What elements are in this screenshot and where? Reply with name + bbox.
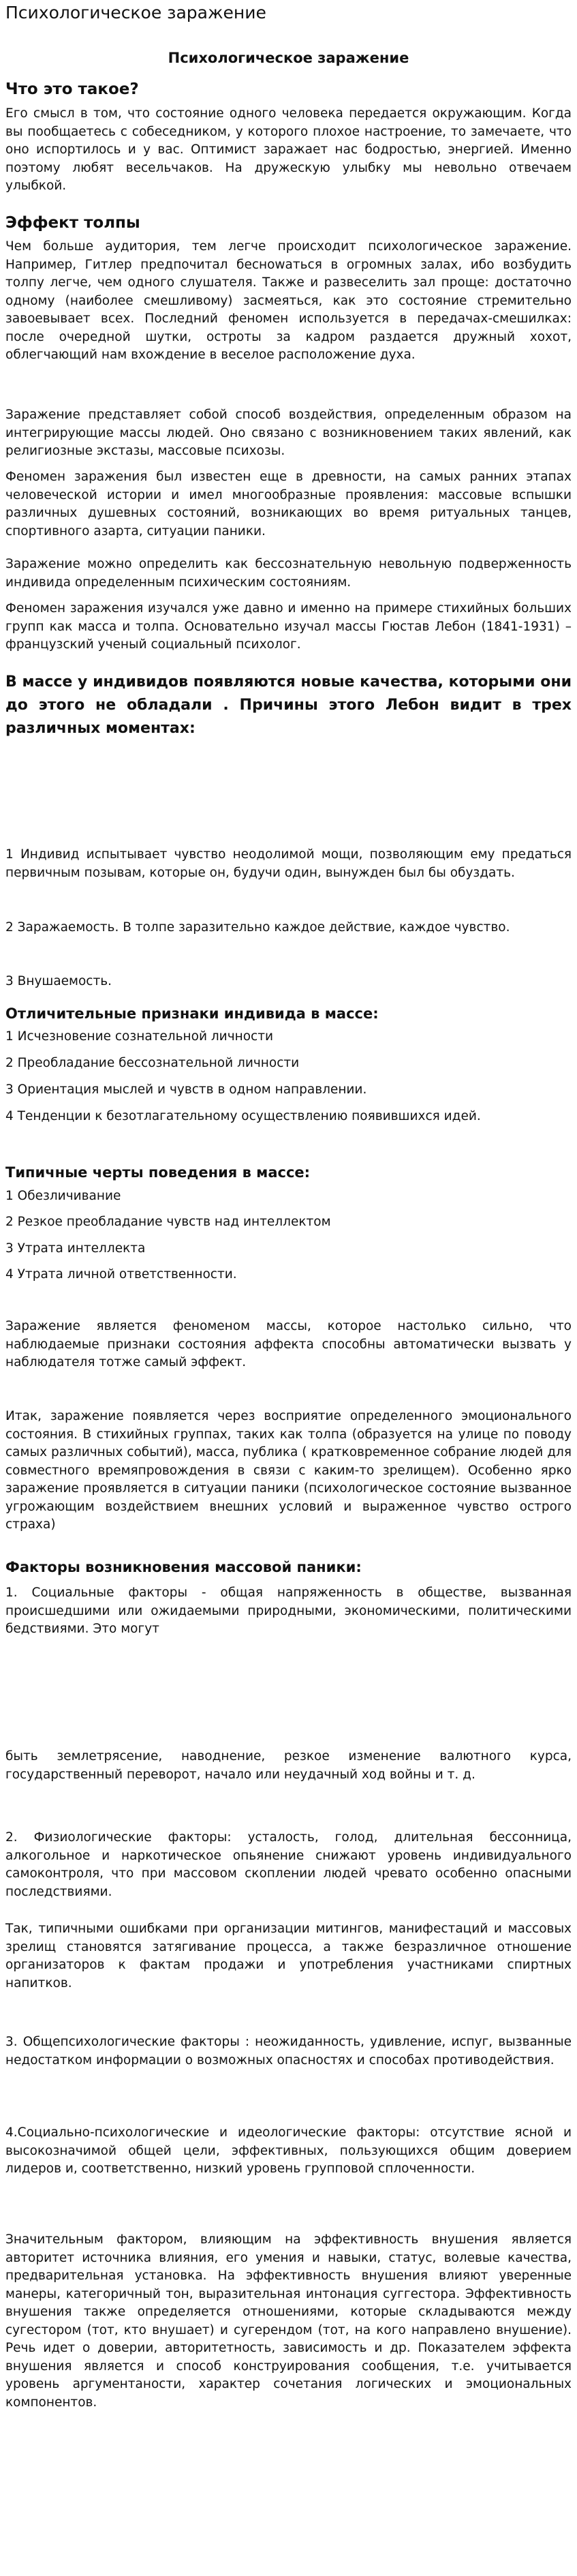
distinct-item-1: 1 Исчезновение сознательной личности [5, 1029, 274, 1044]
paragraph-what: Его смысл в том, что состояние одного человека передается окружающим. Когда вы пообщаетесь с собеседником, у которого плохое настроение, то замечаете, что оно испортилось и у вас. Оптимист заражает нас бодростью, энергией. Именно поэтому любят весельчаков. На дружескую улыбку мы невольно отвечаем улыбкой. [5, 106, 572, 193]
section-heading-crowd: Эффект толпы [5, 214, 140, 232]
panic-factor-2-note: Так, типичными ошибками при организации митингов, манифестаций и массовых зрелищ становятся затягивание процесса, а также безразличное отношение организаторов к фактам продажи и употребления участниками спиртных напитков. [5, 1922, 572, 1990]
heading-typical: Типичные черты поведения в массе: [5, 1164, 311, 1181]
panic-factor-3: 3. Общепсихологические факторы : неожиданность, удивление, испуг, вызванные недостатком информации о возможных опасностях и способах противодействия. [5, 2035, 572, 2067]
paragraph-crowd: Чем больше аудитория, тем легче происходит психологическое заражение. Например, Гитлер предпочитал беснowаться в огромных залах, ибо возбудить толпу легче, чем одного слушателя. Также и развеселить зал проще: достаточно одному (наиболее смешливому) засмеяться, как это состояние стремительно завоевывает всех. Последний феномен используется в передачах-смешилках: после очередной шутки, остроты за кадром раздается дружный хохот, облегчающий нам вхождение в веселое расположение духа. [5, 239, 572, 362]
heading-distinct: Отличительные признаки индивида в массе: [5, 1005, 379, 1022]
paragraph-intro-3: Заражение можно определить как бессознательную невольную подверженность индивида определенным психическим состояниям. [5, 557, 572, 590]
heading-lebon: В массе у индивидов появляются новые качества, которыми они до этого не обладали . Причины этого Лебон видит в трех различных моментах: [5, 673, 572, 737]
panic-factor-2: 2. Физиологические факторы: усталость, голод, длительная бессонница, алкогольное и наркотическое опьянение снижают уровень индивидуального самоконтроля, что при массовом скоплении людей чревато особенно опасными последствиями. [5, 1830, 572, 1899]
typical-item-4: 4 Утрата личной ответственности. [5, 1267, 237, 1282]
paragraph-phenomenon: Заражение является феноменом массы, которое настолько сильно, что наблюдаемые признаки состояния аффекта способны автоматически вызвать у наблюдателя тотже самый эффект. [5, 1319, 572, 1369]
section-heading-what: Что это такое? [5, 80, 139, 98]
paragraph-intro-2: Феномен заражения был известен еще в древности, на самых ранних этапах человеческой истории и имел многообразные проявления: массовые вспышки различных душевных состояний, возникающих во время ритуальных танцев, спортивного азарта, ситуации паники. [5, 470, 572, 539]
paragraph-intro-4: Феномен заражения изучался уже давно и именно на примере стихийных больших групп как масса и толпа. Основательно изучал массы Гюстав Лебон (1841-1931) – французский ученый социальный психолог. [5, 601, 572, 652]
distinct-item-4: 4 Тенденции к безотлагательному осуществлению появившихся идей. [5, 1109, 481, 1123]
typical-item-1: 1 Обезличивание [5, 1189, 121, 1203]
panic-factor-4: 4.Социально-психологические и идеологические факторы: отсутствие ясной и высокозначимой общей цели, эффективных, пользующихся общим доверием лидеров и, соответственно, низкий уровень групповой сплоченности. [5, 2125, 572, 2176]
distinct-item-3: 3 Ориентация мыслей и чувств в одном направлении. [5, 1082, 367, 1097]
panic-factor-1-start: 1. Социальные факторы - общая напряженность в обществе, вызванная происшедшими или ожидаемыми природными, экономическими, политическими бедствиями. Это могут [5, 1586, 572, 1636]
document-title: Психологическое заражение [5, 3, 266, 22]
heading-panic: Факторы возникновения массовой паники: [5, 1559, 362, 1575]
paragraph-intro-1: Заражение представляет собой способ воздействия, определенным образом на интегрирующие массы людей. Оно связано с возникновением таких явлений, как религиозные экстазы, массовые психозы. [5, 408, 572, 458]
lebon-point-2: 2 Заражаемость. В толпе заразительно каждое действие, каждое чувство. [5, 920, 510, 935]
paragraph-suggestion: Значительным фактором, влияющим на эффективность внушения является авторитет источника влияния, его умения и навыки, статус, волевые качества, предварительная установка. На эффективность внушения влияют уверенные манеры, категоричный тон, выразительная интонация суггестора. Эффективность внушения также определяется отношениями, которые складываются между сугестором (тот, кто внушает) и сугерендом (тот, на кого направлено внушение). Речь идет о доверии, авторитетность, зависимость и др. Показателем эффекта внушения является и способ конструирования сообщения, т.е. учитывается уровень аргументаности, характер сочетания логических и эмоциональных компонентов. [5, 2232, 572, 2410]
panic-factor-1-end: быть землетрясение, наводнение, резкое изменение валютного курса, государственный переворот, начало или неудачный ход войны и т. д. [5, 1749, 572, 1782]
lebon-point-1: 1 Индивид испытывает чувство неодолимой мощи, позволяющим ему предаться первичным позывам, которые он, будучи один, вынужден был бы обуздать. [5, 847, 572, 880]
typical-item-3: 3 Утрата интеллекта [5, 1241, 146, 1256]
page-title: Психологическое заражение [168, 50, 409, 66]
paragraph-summary: Итак, заражение появляется через восприятие определенного эмоционального состояния. В стихийных группах, таких как толпа (образуется на улице по поводу самых различных событий), масса, публика ( кратковременное собрание людей для совместного времяпровождения в связи с каким-то зрелищем). Особенно ярко заражение проявляется в ситуации паники (психологическое состояние вызванное угрожающим воздействием внешних условий и выраженное чувство острого страха) [5, 1409, 572, 1532]
typical-item-2: 2 Резкое преобладание чувств над интеллектом [5, 1215, 331, 1229]
distinct-item-2: 2 Преобладание бессознательной личности [5, 1056, 300, 1070]
lebon-point-3: 3 Внушаемость. [5, 974, 112, 988]
